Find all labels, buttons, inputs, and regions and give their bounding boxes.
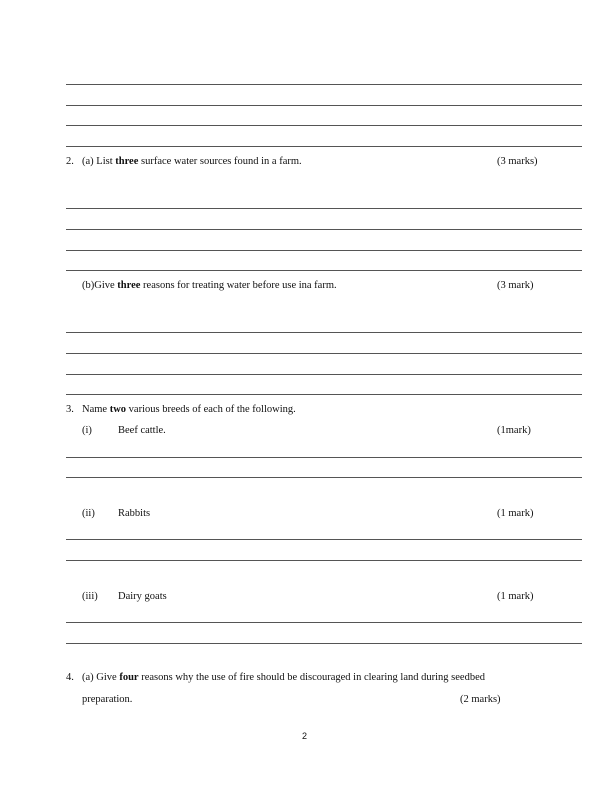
answer-line [66, 84, 582, 85]
answer-line [66, 394, 582, 395]
answer-line [66, 477, 582, 478]
item-number: (i) [82, 425, 92, 436]
marks: (1 mark) [497, 591, 534, 602]
answer-line [66, 622, 582, 623]
marks: (3 mark) [497, 280, 534, 291]
answer-line [66, 643, 582, 644]
question-4-text-line2: preparation. [82, 694, 133, 705]
answer-line [66, 270, 582, 271]
answer-line [66, 250, 582, 251]
answer-line [66, 457, 582, 458]
item-label: Rabbits [118, 508, 151, 519]
answer-line [66, 332, 582, 333]
answer-line [66, 105, 582, 106]
marks: (2 marks) [460, 694, 501, 705]
item-number: (ii) [82, 508, 95, 519]
answer-line [66, 539, 582, 540]
marks: (3 marks) [497, 156, 538, 167]
answer-line [66, 560, 582, 561]
page-number: 2 [302, 731, 308, 741]
item-label: Dairy goats [118, 591, 167, 602]
item-label: Beef cattle. [118, 425, 166, 436]
answer-line [66, 208, 582, 209]
question-number: 3. [66, 404, 74, 415]
question-2b-text: (b)Give three reasons for treating water before use ina farm. [82, 280, 337, 291]
marks: (1 mark) [497, 508, 534, 519]
question-3-text: Name two various breeds of each of the following. [82, 404, 296, 415]
answer-line [66, 229, 582, 230]
answer-line [66, 353, 582, 354]
question-number: 4. [66, 672, 74, 683]
answer-line [66, 125, 582, 126]
question-2a-text: (a) List three surface water sources found in a farm. [82, 156, 302, 167]
answer-line [66, 146, 582, 147]
item-number: (iii) [82, 591, 98, 602]
question-4-text: (a) Give four reasons why the use of fire should be discouraged in clearing land during seedbed [82, 672, 485, 683]
question-number: 2. [66, 156, 74, 167]
answer-line [66, 374, 582, 375]
marks: (1mark) [497, 425, 531, 436]
